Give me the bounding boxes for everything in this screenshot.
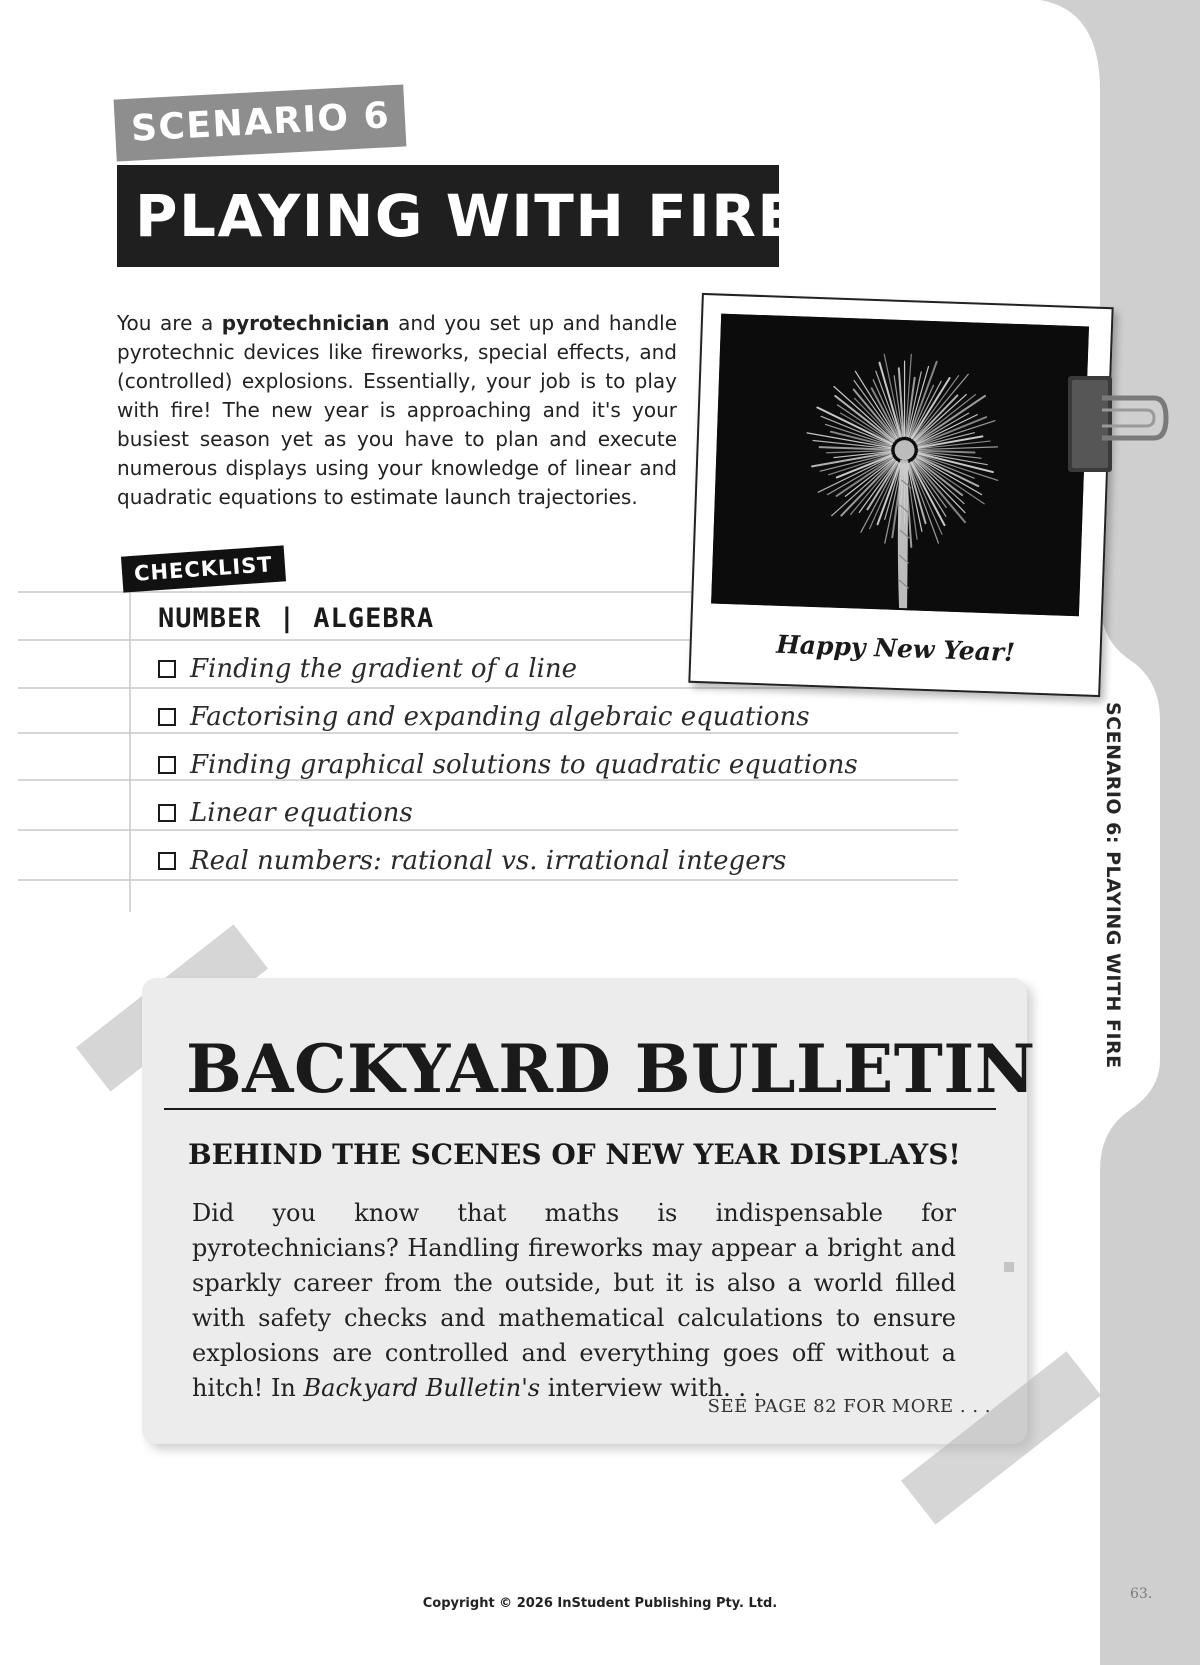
checkbox[interactable] bbox=[158, 852, 176, 870]
checklist-tag: CHECKLIST bbox=[121, 545, 286, 592]
bulletin-marker bbox=[1004, 1262, 1014, 1272]
polaroid-photo bbox=[688, 293, 1113, 697]
bulletin-body: Did you know that maths is indispensable for pyrotechnicians? Handling fireworks may appear a bright and sparkly career from the outside, but it is also a world filled with safety checks and mathematical calculations to ensure explosions are controlled and everything goes off without a hitch! In Backyard Bulletin's interview with. . . bbox=[192, 1199, 956, 1402]
intro-paragraph: You are a pyrotechnician and you set up and handle pyrotechnic devices like fireworks, special effects, and (controlled) explosions. Essentially, your job is to play with fire! The new year is approaching and it's your busiest season yet as you have to plan and execute numerous displays using your knowledge of linear and quadratic equations to estimate launch trajectories. bbox=[117, 311, 677, 509]
checklist-item[interactable] bbox=[158, 748, 858, 782]
checklist-item-label: Real numbers: rational vs. irrational integers bbox=[190, 846, 787, 876]
bulletin-subhead: BEHIND THE SCENES OF NEW YEAR DISPLAYS! bbox=[188, 1138, 961, 1171]
checkbox[interactable] bbox=[158, 756, 176, 774]
checklist-item-label: Finding the gradient of a line bbox=[190, 654, 578, 684]
bulletin-name-italic: Backyard Bulletin's bbox=[303, 1374, 541, 1402]
checklist-item-label: Factorising and expanding algebraic equations bbox=[190, 702, 810, 732]
checklist-item-label: Finding graphical solutions to quadratic equations bbox=[190, 750, 858, 780]
checkbox[interactable] bbox=[158, 804, 176, 822]
see-more-link[interactable]: SEE PAGE 82 FOR MORE . . . bbox=[707, 1396, 991, 1417]
scenario-tag: SCENARIO 6 bbox=[114, 84, 407, 161]
binder-clip-icon bbox=[1062, 370, 1172, 480]
copyright-footer: Copyright © 2026 InStudent Publishing Pty. Ltd. bbox=[422, 1596, 778, 1611]
checklist-item[interactable] bbox=[158, 844, 786, 878]
checklist-item[interactable] bbox=[158, 652, 577, 686]
checklist-item-label: Linear equations bbox=[190, 798, 413, 828]
firework-burst-icon bbox=[711, 314, 1089, 617]
intro-bold-term: pyrotechnician bbox=[221, 311, 390, 335]
photo-caption: Happy New Year! bbox=[775, 629, 1016, 668]
bulletin-title: BACKYARD BULLETIN bbox=[186, 1030, 1036, 1108]
bulletin-divider bbox=[164, 1108, 996, 1110]
checklist-item[interactable] bbox=[158, 796, 413, 830]
checklist-heading: NUMBER | ALGEBRA bbox=[158, 603, 435, 634]
page-number: 63. bbox=[1130, 1586, 1153, 1602]
checkbox[interactable] bbox=[158, 708, 176, 726]
checklist-item[interactable] bbox=[158, 700, 810, 734]
bulletin-card bbox=[142, 978, 1036, 1444]
checkbox[interactable] bbox=[158, 660, 176, 678]
page-title: PLAYING WITH FIRE bbox=[117, 165, 779, 267]
